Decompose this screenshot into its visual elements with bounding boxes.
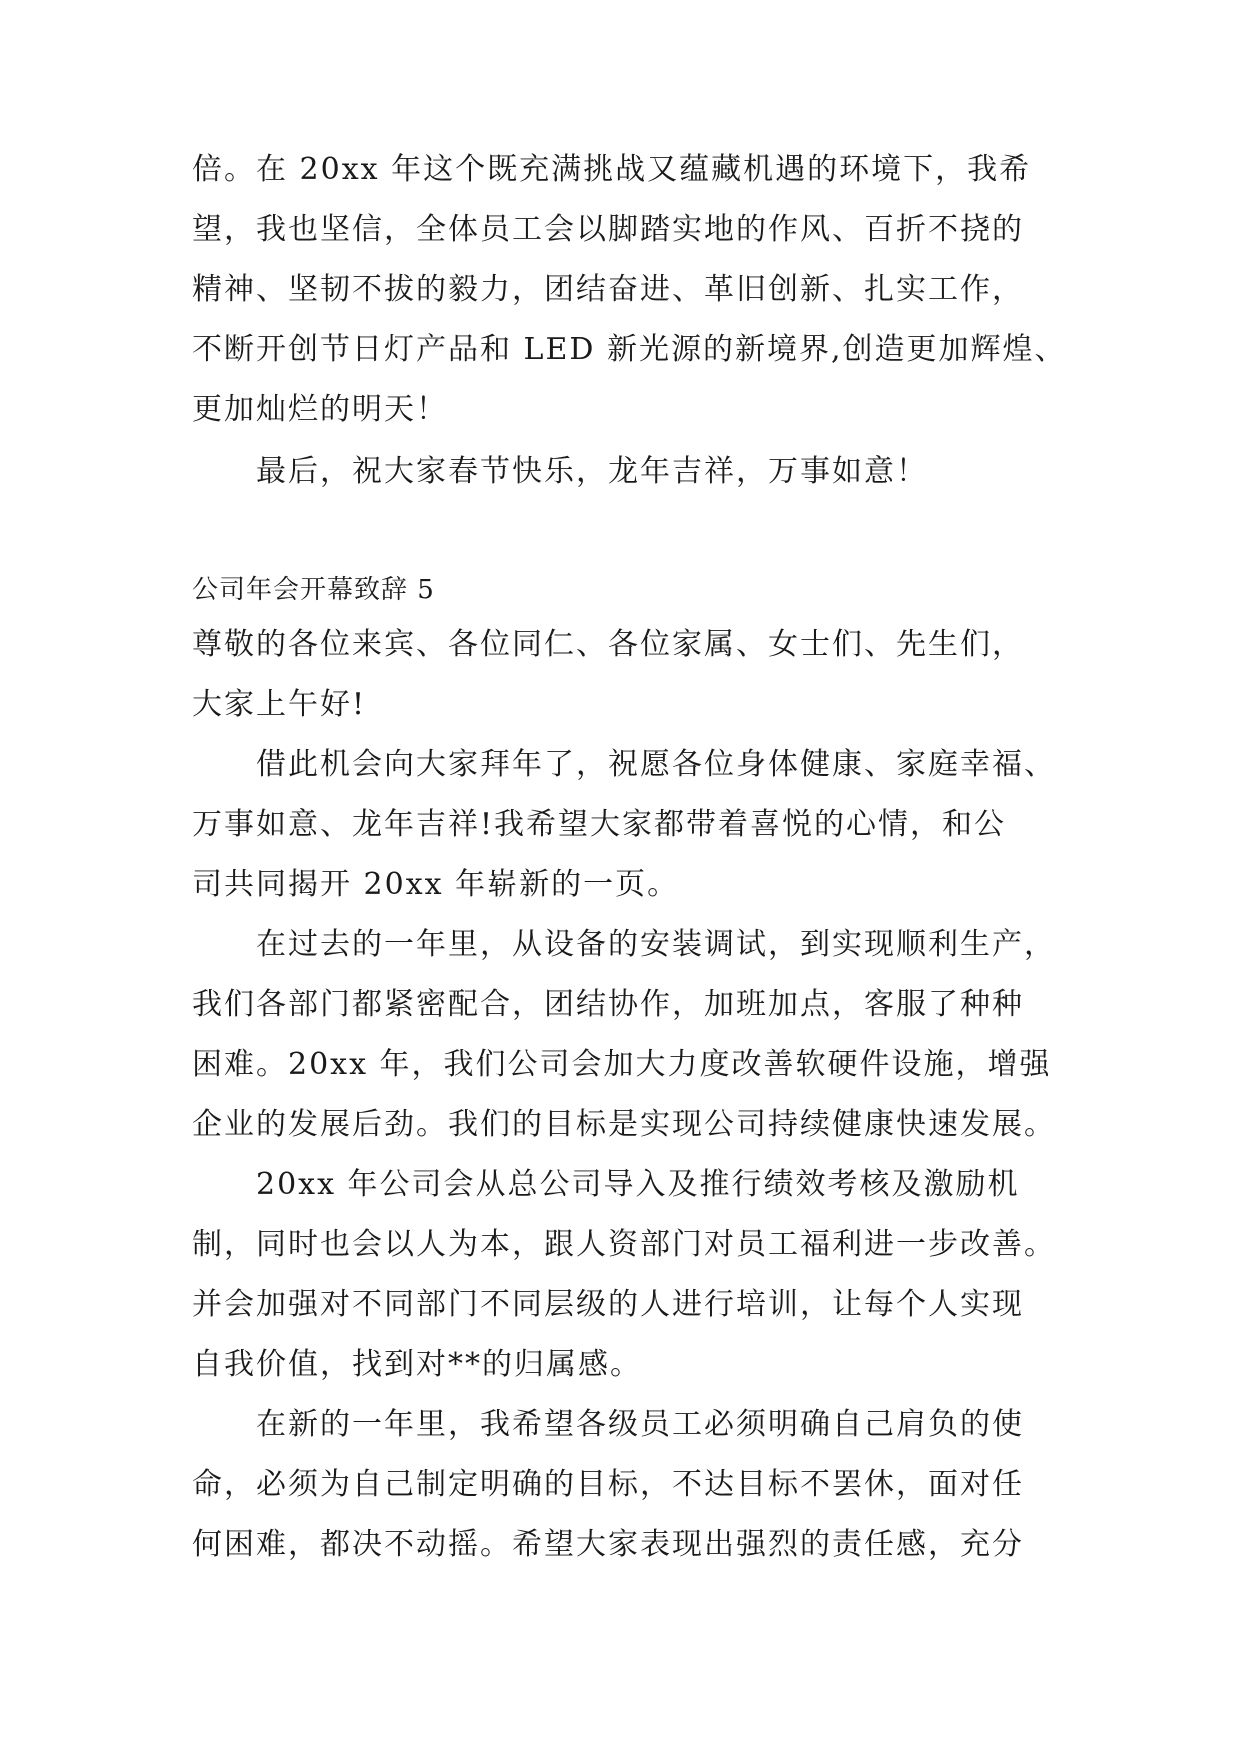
body-text-line: 不断开创节日灯产品和 LED 新光源的新境界,创造更加辉煌、 — [192, 332, 1067, 367]
paragraph-line: 困难。20xx 年，我们公司会加大力度改善软硬件设施，增强 — [192, 1047, 1052, 1082]
paragraph-line: 在新的一年里，我希望各级员工必须明确自己肩负的使 — [256, 1407, 1024, 1442]
body-text-line: 倍。在 20xx 年这个既充满挑战又蕴藏机遇的环境下，我希 — [192, 152, 1032, 187]
paragraph-line: 借此机会向大家拜年了，祝愿各位身体健康、家庭幸福、 — [256, 747, 1056, 782]
paragraph-line: 自我价值，找到对**的归属感。 — [192, 1347, 642, 1382]
paragraph-line: 司共同揭开 20xx 年崭新的一页。 — [192, 867, 680, 902]
section-heading: 公司年会开幕致辞 5 — [192, 575, 435, 605]
paragraph-line: 何困难，都决不动摇。希望大家表现出强烈的责任感，充分 — [192, 1527, 1024, 1562]
paragraph-line: 命，必须为自己制定明确的目标，不达目标不罢休，面对任 — [192, 1467, 1024, 1502]
body-text-line: 更加灿烂的明天！ — [192, 392, 448, 427]
closing-wishes: 最后，祝大家春节快乐，龙年吉祥，万事如意！ — [256, 454, 928, 489]
body-text-line: 精神、坚韧不拔的毅力，团结奋进、革旧创新、扎实工作， — [192, 272, 1024, 307]
greeting-line: 大家上午好! — [192, 687, 367, 722]
body-text-line: 望，我也坚信，全体员工会以脚踏实地的作风、百折不挠的 — [192, 212, 1024, 247]
paragraph-line: 并会加强对不同部门不同层级的人进行培训，让每个人实现 — [192, 1287, 1024, 1322]
paragraph-line: 20xx 年公司会从总公司导入及推行绩效考核及激励机 — [256, 1167, 1020, 1202]
paragraph-line: 制，同时也会以人为本，跟人资部门对员工福利进一步改善。 — [192, 1227, 1056, 1262]
greeting-line: 尊敬的各位来宾、各位同仁、各位家属、女士们、先生们， — [192, 627, 1024, 662]
paragraph-line: 我们各部门都紧密配合，团结协作，加班加点，客服了种种 — [192, 987, 1024, 1022]
paragraph-line: 企业的发展后劲。我们的目标是实现公司持续健康快速发展。 — [192, 1107, 1056, 1142]
paragraph-line: 在过去的一年里，从设备的安装调试，到实现顺利生产， — [256, 927, 1056, 962]
paragraph-line: 万事如意、龙年吉祥!我希望大家都带着喜悦的心情，和公 — [192, 807, 1007, 842]
